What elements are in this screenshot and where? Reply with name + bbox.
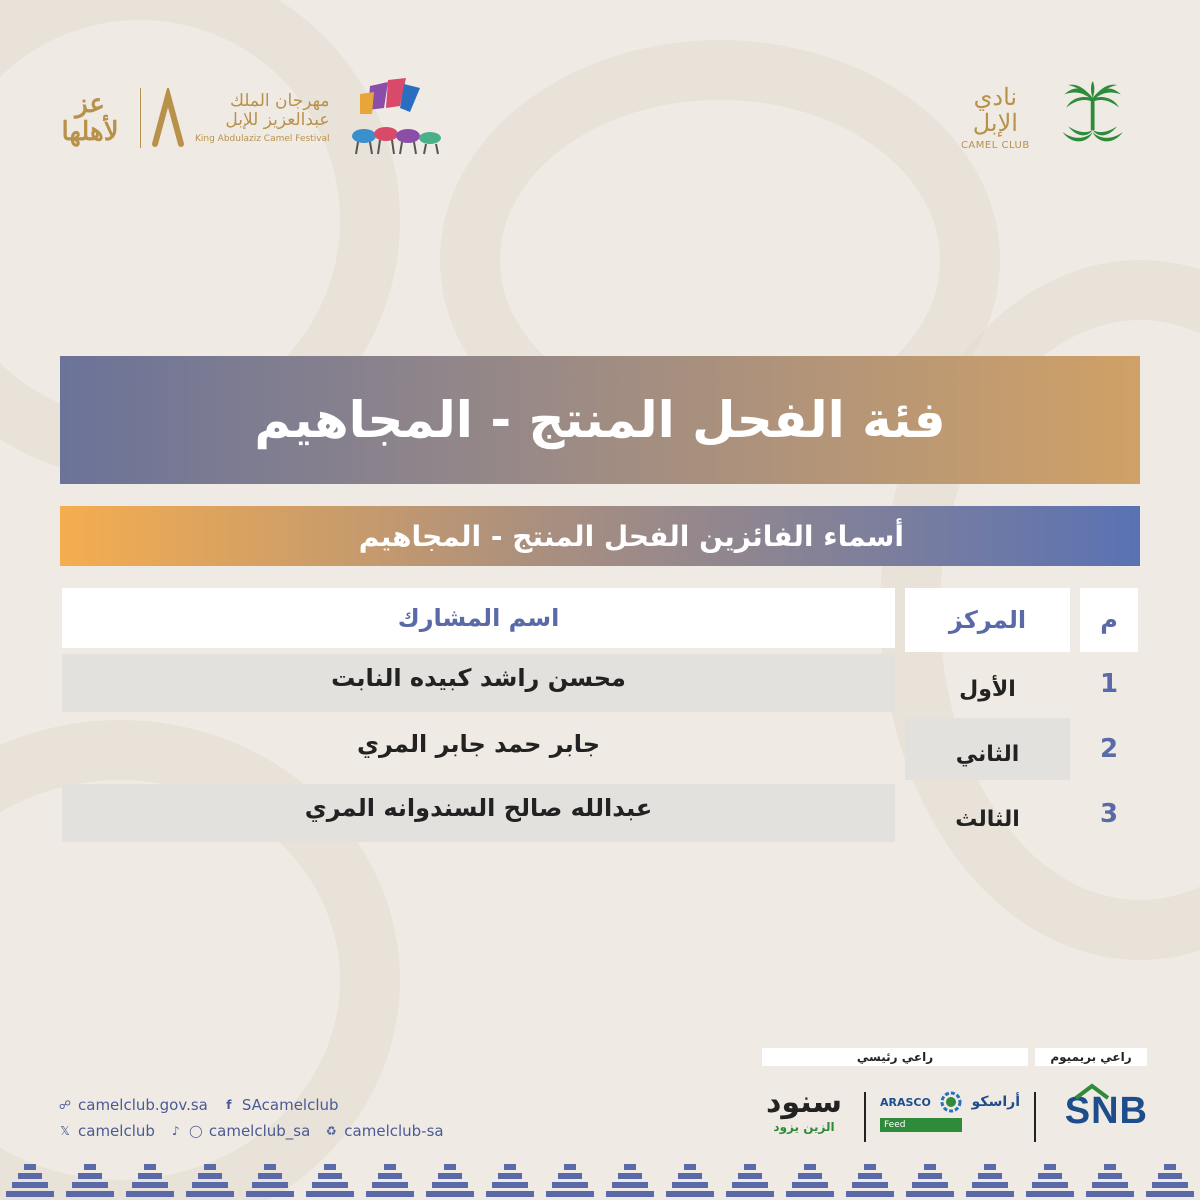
globe-icon: ☍ bbox=[58, 1098, 72, 1112]
row-3-num bbox=[1080, 782, 1138, 846]
header-participant-label: اسم المشارك bbox=[397, 604, 560, 632]
premium-sponsor-label-text: راعي بريميوم bbox=[1050, 1050, 1132, 1064]
arasco-name-en: ARASCO bbox=[880, 1095, 931, 1109]
row-1-name bbox=[62, 654, 895, 712]
contacts-block bbox=[58, 1092, 444, 1144]
title-banner bbox=[60, 356, 1140, 484]
row-2-position bbox=[905, 718, 1070, 780]
row-3-name bbox=[62, 784, 895, 842]
page-subtitle: أسماء الفائزين الفحل المنتج - المجاهيم bbox=[358, 519, 904, 553]
main-sponsor-label-text: راعي رئيسي bbox=[856, 1050, 934, 1064]
x-link[interactable]: camelclub bbox=[78, 1122, 155, 1140]
row-1-position bbox=[905, 652, 1070, 716]
instagram-icon: ◯ bbox=[189, 1124, 203, 1138]
participant-name: عبدالله صالح السندوانه المري bbox=[304, 794, 653, 822]
camel-club-name-ar: نادي الإبل bbox=[972, 82, 1018, 137]
facebook-link[interactable]: SAcamelclub bbox=[241, 1096, 339, 1114]
arasco-feed-bar bbox=[880, 1118, 962, 1132]
position-label: الثاني bbox=[955, 741, 1020, 767]
arasco-gear-icon bbox=[939, 1090, 963, 1114]
row-2-name bbox=[62, 718, 895, 780]
row-2-num bbox=[1080, 716, 1138, 782]
sponsor-divider bbox=[864, 1092, 866, 1142]
camel-club-name-en: CAMEL CLUB bbox=[960, 139, 1030, 151]
sunood-logo bbox=[754, 1086, 854, 1134]
rank-number: 1 bbox=[1099, 669, 1119, 699]
festival-logo-group bbox=[50, 78, 450, 158]
camel-club-logo bbox=[950, 72, 1130, 162]
participant-name: محسن راشد كبيده النابت bbox=[331, 664, 626, 692]
slogan-logo: عز لأهلها bbox=[61, 89, 119, 147]
header-position bbox=[905, 588, 1070, 652]
main-sponsor-label bbox=[762, 1048, 1028, 1066]
position-label: الأول bbox=[959, 676, 1016, 702]
tiktok-instagram-link[interactable]: camelclub_sa bbox=[208, 1122, 311, 1140]
header-position-label: المركز bbox=[948, 606, 1027, 634]
website-link[interactable]: camelclub.gov.sa bbox=[78, 1096, 208, 1114]
snapchat-icon: ♻ bbox=[325, 1124, 337, 1138]
page-title: فئة الفحل المنتج - المجاهيم bbox=[254, 391, 946, 449]
subtitle-banner bbox=[60, 506, 1140, 566]
festival-name-ar: مهرجان الملك عبدالعزيز للإبل bbox=[225, 91, 330, 130]
arasco-name-ar: أراسكو bbox=[971, 1094, 1020, 1110]
row-1-num bbox=[1080, 652, 1138, 716]
row-3-position bbox=[905, 782, 1070, 846]
festival-name-en: King Abdulaziz Camel Festival bbox=[195, 134, 330, 144]
footer-pattern bbox=[0, 1164, 1200, 1200]
tiktok-icon: ♪ bbox=[172, 1124, 180, 1138]
arasco-logo bbox=[880, 1090, 1020, 1140]
x-icon: 𝕏 bbox=[60, 1124, 70, 1138]
sunood-name: سنود bbox=[766, 1085, 842, 1120]
header-num bbox=[1080, 588, 1138, 652]
snb-logo: SNB bbox=[1064, 1090, 1148, 1132]
divider bbox=[140, 88, 141, 148]
position-label: الثالث bbox=[955, 806, 1020, 832]
rank-number: 2 bbox=[1099, 734, 1119, 764]
snapchat-link[interactable]: camelclub-sa bbox=[344, 1122, 444, 1140]
header-num-label: م bbox=[1100, 606, 1118, 634]
camel-riders-art-icon bbox=[340, 78, 450, 158]
edition-eight-icon bbox=[151, 88, 185, 148]
snb-mark-icon bbox=[1072, 1082, 1112, 1100]
rank-number: 3 bbox=[1099, 799, 1119, 829]
participant-name: جابر حمد جابر المري bbox=[356, 730, 601, 758]
arasco-feed-label: Feed bbox=[884, 1120, 906, 1130]
header-participant bbox=[62, 588, 895, 648]
sunood-tagline: الزين يزود bbox=[773, 1120, 835, 1134]
sponsor-divider bbox=[1034, 1092, 1036, 1142]
facebook-icon: f bbox=[226, 1098, 232, 1112]
palm-emblem-icon bbox=[1055, 77, 1130, 157]
premium-sponsor-label bbox=[1035, 1048, 1147, 1066]
